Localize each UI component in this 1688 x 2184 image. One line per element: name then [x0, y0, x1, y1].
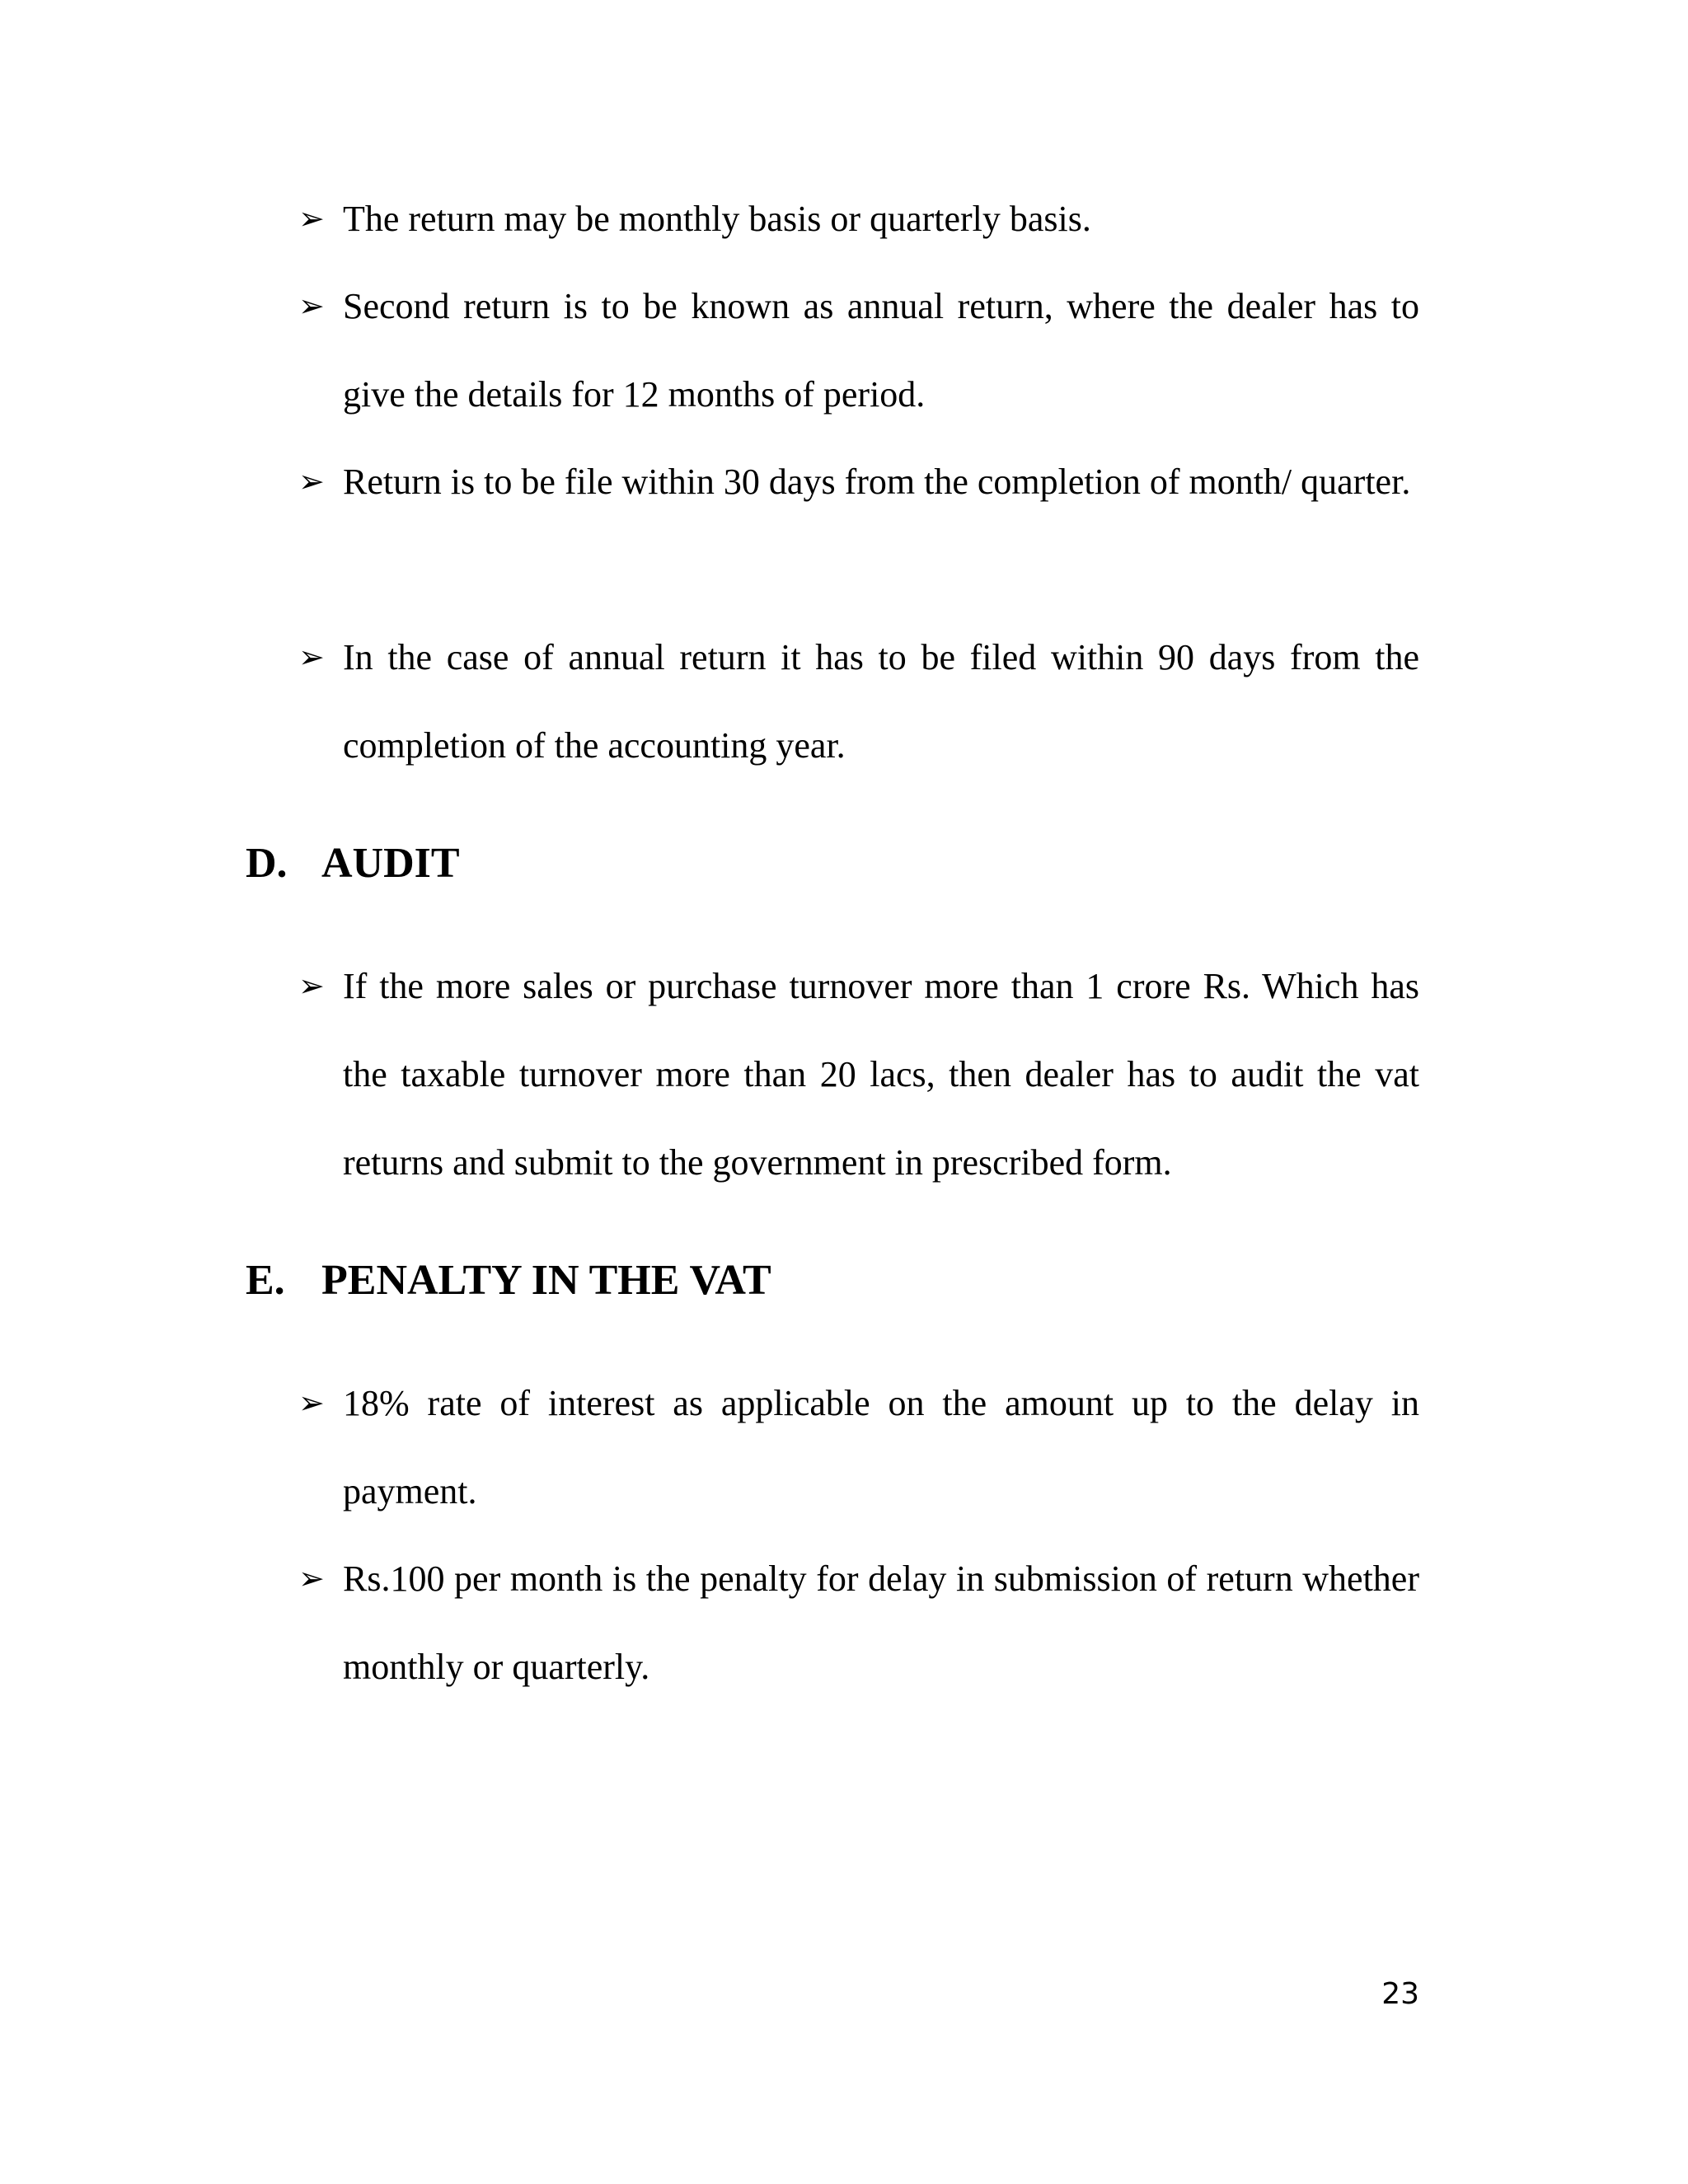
list-item-text: Second return is to be known as annual return, where the dealer has to give the details for 12 months of period.	[343, 286, 1419, 415]
arrow-bullet-icon: ➢	[298, 463, 325, 499]
section-title: PENALTY IN THE VAT	[321, 1257, 771, 1304]
section-title: AUDIT	[321, 840, 460, 887]
list-item	[298, 438, 1419, 526]
section-letter: D.	[246, 840, 288, 887]
list-item	[298, 942, 1419, 1207]
arrow-bullet-icon: ➢	[298, 639, 325, 675]
section-letter: E.	[246, 1257, 285, 1304]
section-heading-penalty	[246, 1256, 771, 1305]
list-item	[298, 175, 1419, 263]
list-item-text: In the case of annual return it has to be filed within 90 days from the completion of the accounting year.	[343, 637, 1419, 766]
list-item	[298, 1535, 1419, 1711]
list-item	[298, 262, 1419, 438]
list-item-text: 18% rate of interest as applicable on the amount up to the delay in payment.	[343, 1383, 1419, 1511]
list-item-text: Rs.100 per month is the penalty for delay in submission of return whether monthly or quarterly.	[343, 1558, 1419, 1687]
section-heading-audit	[246, 839, 460, 888]
arrow-bullet-icon: ➢	[298, 200, 325, 237]
arrow-bullet-icon: ➢	[298, 968, 325, 1004]
list-item-text: Return is to be file within 30 days from the completion of month/ quarter.	[343, 462, 1411, 502]
page-number: 23	[1381, 1977, 1419, 2011]
arrow-bullet-icon: ➢	[298, 288, 325, 324]
list-item-text: The return may be monthly basis or quarterly basis.	[343, 199, 1091, 239]
arrow-bullet-icon: ➢	[298, 1385, 325, 1421]
arrow-bullet-icon: ➢	[298, 1560, 325, 1596]
list-item-text: If the more sales or purchase turnover more than 1 crore Rs. Which has the taxable turnover more than 20 lacs, then dealer has to audit the vat returns and submit to the government in prescribed form.	[343, 966, 1419, 1183]
list-item	[298, 613, 1419, 790]
list-item	[298, 1359, 1419, 1535]
